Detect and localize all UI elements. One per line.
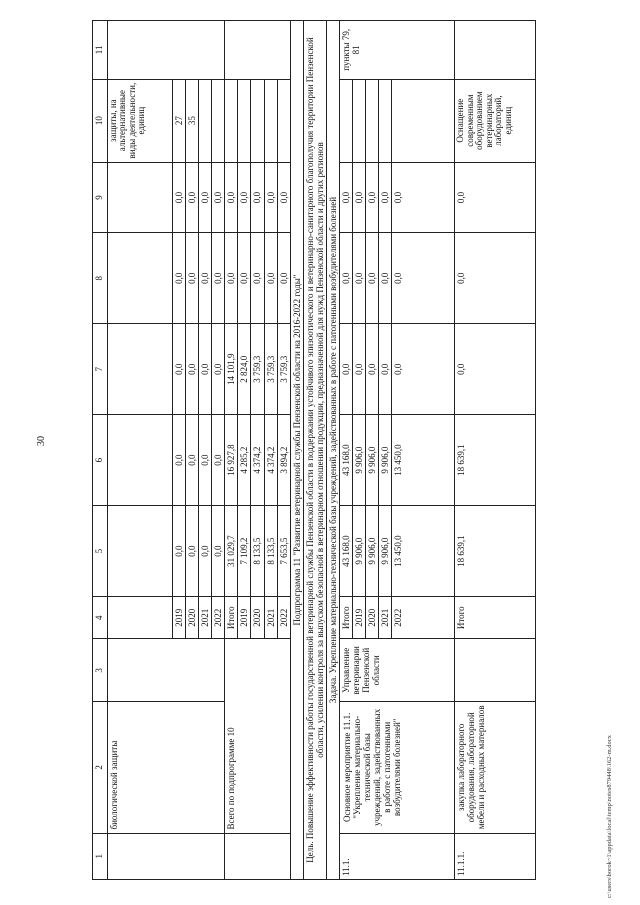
value-cell: 9 906,0 <box>366 506 379 597</box>
year-cell: 2019 <box>353 597 366 639</box>
value-cell: 0,0 <box>392 233 455 324</box>
year-cell: 2019 <box>173 597 186 639</box>
cell-empty <box>225 21 290 80</box>
year-cell: 2020 <box>366 597 379 639</box>
value-cell: 0,0 <box>186 233 199 324</box>
value-cell: 0,0 <box>455 233 536 324</box>
value-cell: 0,0 <box>251 162 264 233</box>
value-cell: 3 759,3 <box>251 324 264 415</box>
value-cell: 0,0 <box>340 233 353 324</box>
value-cell: 0,0 <box>366 233 379 324</box>
page-number: 30 <box>36 436 47 446</box>
value-cell: 0,0 <box>186 506 199 597</box>
cell-empty <box>366 79 379 162</box>
cell-empty <box>353 79 366 162</box>
value-cell: 0,0 <box>212 233 225 324</box>
col-header: 7 <box>93 324 108 415</box>
value-cell: 0,0 <box>186 162 199 233</box>
indicator-text: защиты, на альтернативные виды деятельности, единиц <box>108 79 173 162</box>
value-cell: 0,0 <box>173 415 186 506</box>
value-cell: 9 906,0 <box>379 506 392 597</box>
value-cell: 18 639,1 <box>455 415 536 506</box>
value-cell: 0,0 <box>173 324 186 415</box>
year-cell: 2020 <box>251 597 264 639</box>
cell-empty <box>108 324 173 415</box>
table-row <box>290 21 303 880</box>
value-cell: 7 109,2 <box>238 506 251 597</box>
value-cell: 0,0 <box>212 415 225 506</box>
cell-empty <box>225 79 238 162</box>
value-cell: 3 759,3 <box>277 324 290 415</box>
cell-empty <box>108 597 173 639</box>
value-cell: 0,0 <box>264 233 277 324</box>
year-cell: 2021 <box>379 597 392 639</box>
value-cell: 0,0 <box>379 162 392 233</box>
table-row <box>326 21 339 880</box>
item-indicator: Оснащение современным оборудованием ветеринарных лабораторий, единиц <box>455 79 536 162</box>
value-cell: 0,0 <box>199 506 212 597</box>
year-cell: 2019 <box>238 597 251 639</box>
cell-empty <box>225 833 290 879</box>
value-cell: 0,0 <box>225 233 238 324</box>
value-cell: 0,0 <box>212 162 225 233</box>
value-cell: 0,0 <box>379 233 392 324</box>
value-cell: 3 894,2 <box>277 415 290 506</box>
value-cell: 9 906,0 <box>366 415 379 506</box>
year-cell: Итого <box>455 597 536 639</box>
table-row <box>340 21 353 880</box>
goal-text: Цель. Повышение эффективности работы государственной ветеринарной службы Пензенской области в поддержании устойчивого эпизоотического и ветеринарно-санитарного благополучия территории Пензенской области, усилении контроля за выпуском безопасной в ветеринарном отношении продукции, предназначенной для нужд Пензенской области и других регионов <box>303 21 326 880</box>
cell-empty <box>108 21 225 80</box>
rotated-page <box>92 20 622 880</box>
value-cell: 4 285,2 <box>238 415 251 506</box>
value-cell <box>212 79 225 162</box>
value-cell: 0,0 <box>392 324 455 415</box>
value-cell: 9 906,0 <box>379 415 392 506</box>
task-text: Задача. Укрепление материально-технической базы учреждений, задействованных в работе с патогенными возбудителями болезней <box>326 21 339 880</box>
value-cell: 0,0 <box>199 415 212 506</box>
cell-empty <box>108 639 225 702</box>
value-cell: 0,0 <box>455 324 536 415</box>
cell-empty <box>340 79 353 162</box>
footer-file-path: c:\users\borok~1\appdata\local\temp\notes879448\162-m.docx <box>606 735 613 898</box>
value-cell: 0,0 <box>353 162 366 233</box>
cell-empty <box>455 21 536 80</box>
measure-executor: Управление ветеринарии Пензенской области <box>340 639 455 702</box>
value-cell: 7 653,5 <box>277 506 290 597</box>
value-cell: 9 906,0 <box>353 415 366 506</box>
value-cell: 31 029,7 <box>225 506 238 597</box>
measure-number: 11.1. <box>340 833 455 879</box>
value-cell <box>199 79 212 162</box>
col-header: 5 <box>93 506 108 597</box>
value-cell: 4 374,2 <box>264 415 277 506</box>
cell-empty <box>277 79 290 162</box>
value-cell: 0,0 <box>212 506 225 597</box>
value-cell: 14 101,9 <box>225 324 238 415</box>
col-header: 4 <box>93 597 108 639</box>
value-cell: 0,0 <box>277 162 290 233</box>
value-cell: 0,0 <box>173 162 186 233</box>
value-cell: 13 450,0 <box>392 415 455 506</box>
value-cell: 0,0 <box>353 233 366 324</box>
col-header: 3 <box>93 639 108 702</box>
year-cell: 2021 <box>199 597 212 639</box>
value-cell: 0,0 <box>212 324 225 415</box>
value-cell: 13 450,0 <box>392 506 455 597</box>
value-cell: 43 168,0 <box>340 415 353 506</box>
value-cell: 9 906,0 <box>353 506 366 597</box>
value-cell: 0,0 <box>225 162 238 233</box>
item-number: 11.1.1. <box>455 833 536 879</box>
value-cell: 0,0 <box>199 324 212 415</box>
col-header: 11 <box>93 21 108 80</box>
table-row <box>455 21 536 880</box>
value-cell: 2 824,0 <box>238 324 251 415</box>
subtotal-label: Всего по подпрограмме 10 <box>225 639 290 833</box>
col-header: 2 <box>93 702 108 833</box>
value-cell: 3 759,3 <box>264 324 277 415</box>
cell-empty <box>108 415 173 506</box>
program-table <box>92 20 536 880</box>
value-cell: 0,0 <box>392 162 455 233</box>
value-cell: 0,0 <box>199 162 212 233</box>
year-cell: 2020 <box>186 597 199 639</box>
value-cell: 43 168,0 <box>340 506 353 597</box>
col-header: 1 <box>93 833 108 879</box>
value-cell: 27 <box>173 79 186 162</box>
cell-empty <box>392 79 455 162</box>
value-cell: 8 133,5 <box>251 506 264 597</box>
value-cell: 0,0 <box>264 162 277 233</box>
col-header: 8 <box>93 233 108 324</box>
table-row <box>108 21 173 880</box>
item-name: закупка лабораторного оборудования, лабораторной мебели и расходных материалов <box>455 702 536 833</box>
col-header: 9 <box>93 162 108 233</box>
value-cell: 0,0 <box>340 324 353 415</box>
col-header: 6 <box>93 415 108 506</box>
value-cell: 0,0 <box>173 233 186 324</box>
cell-empty <box>264 79 277 162</box>
value-cell: 0,0 <box>366 162 379 233</box>
cell-empty <box>108 506 173 597</box>
year-cell: Итого <box>225 597 238 639</box>
table-row <box>303 21 326 880</box>
value-cell: 4 374,2 <box>251 415 264 506</box>
cell-empty <box>238 79 251 162</box>
subprogram-title: Подпрограмма 11 "Развитие ветеринарной службы Пензенской области на 2016-2022 годы" <box>290 21 303 880</box>
value-cell: 0,0 <box>238 162 251 233</box>
value-cell: 0,0 <box>251 233 264 324</box>
value-cell: 0,0 <box>238 233 251 324</box>
value-cell: 0,0 <box>379 324 392 415</box>
cell-empty <box>108 162 173 233</box>
value-cell: 0,0 <box>277 233 290 324</box>
value-cell: 0,0 <box>340 162 353 233</box>
year-cell: 2021 <box>264 597 277 639</box>
value-cell: 18 639,1 <box>455 506 536 597</box>
value-cell: 35 <box>186 79 199 162</box>
value-cell: 0,0 <box>353 324 366 415</box>
value-cell: 0,0 <box>186 415 199 506</box>
cell-empty <box>379 79 392 162</box>
year-cell: 2022 <box>212 597 225 639</box>
bio-label: биологической защиты <box>108 702 225 833</box>
value-cell: 16 927,8 <box>225 415 238 506</box>
value-cell: 0,0 <box>455 162 536 233</box>
value-cell: 0,0 <box>186 324 199 415</box>
year-cell: 2022 <box>392 597 455 639</box>
cell-empty <box>251 79 264 162</box>
col-header: 10 <box>93 79 108 162</box>
value-cell: 0,0 <box>366 324 379 415</box>
header-row <box>93 21 108 880</box>
cell-empty <box>108 233 173 324</box>
cell-empty <box>108 833 225 879</box>
value-cell: 8 133,5 <box>264 506 277 597</box>
cell-empty <box>455 639 536 702</box>
value-cell: 0,0 <box>199 233 212 324</box>
table-row <box>225 21 238 880</box>
year-cell: Итого <box>340 597 353 639</box>
measure-name: Основное мероприятие 11.1. "Укрепление материально-технической базы учреждений, задействованных в работе с патогенными возбудителями болезней" <box>340 702 455 833</box>
year-cell: 2022 <box>277 597 290 639</box>
value-cell: 0,0 <box>173 506 186 597</box>
measure-reference: пункты 79, 81 <box>340 21 455 80</box>
